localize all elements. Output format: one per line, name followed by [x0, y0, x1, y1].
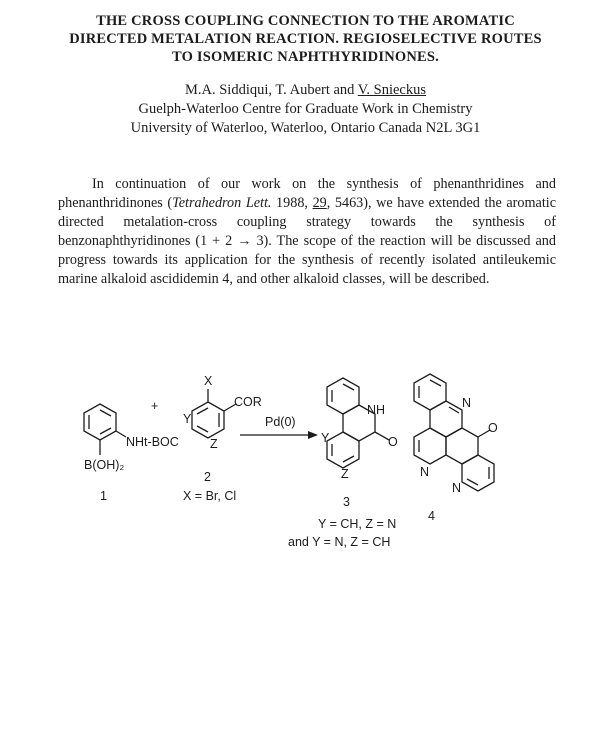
- z-atom-3: Z: [341, 467, 349, 481]
- compound-number-1: 1: [100, 489, 107, 503]
- title-line-3: TO ISOMERIC NAPHTHYRIDINONES.: [172, 49, 439, 65]
- nh-group: NH: [367, 403, 386, 417]
- nitrogen-bottom: N: [452, 481, 462, 495]
- x-substituent: X: [204, 374, 213, 388]
- compound-2-structure: [192, 389, 236, 438]
- title-line-1: THE CROSS COUPLING CONNECTION TO THE AROMATIC: [96, 13, 515, 29]
- boronic-acid-label: B(OH)₂: [84, 458, 125, 472]
- affiliation-line-1: Guelph-Waterloo Centre for Graduate Work in Chemistry: [138, 101, 473, 117]
- compound-number-2: 2: [204, 470, 211, 484]
- z-atom-2: Z: [210, 437, 218, 451]
- catalyst-label: Pd(0): [265, 415, 296, 429]
- affiliation-line-2: University of Waterloo, Waterloo, Ontario Canada N2L 3G1: [130, 120, 481, 136]
- journal-name: Tetrahedron Lett.: [172, 195, 272, 211]
- carbonyl-o-3: O: [388, 435, 398, 449]
- y-atom-3: Y: [321, 431, 330, 445]
- compound-number-3: 3: [343, 495, 350, 509]
- title-line-2: DIRECTED METALATION REACTION. REGIOSELECTIVE ROUTES: [69, 31, 542, 47]
- plus-sign: +: [151, 399, 159, 413]
- substituent-definition-2: and Y = N, Z = CH: [288, 535, 391, 549]
- substituent-definition-1: Y = CH, Z = N: [318, 517, 397, 531]
- author-names: [0, 81, 611, 100]
- carbonyl-o-4: O: [488, 421, 498, 435]
- journal-year: 1988,: [271, 195, 313, 211]
- abstract-paragraph: [58, 175, 556, 289]
- paper-title: [0, 12, 611, 66]
- journal-volume: 29: [312, 195, 327, 211]
- abstract-text-1: In continuation of our work on the synthesis of phenanthridines and phenanthridinones (: [58, 176, 556, 211]
- arrow-head: [308, 431, 318, 439]
- boc-label: NHt-BOC: [126, 435, 179, 449]
- y-atom-2: Y: [183, 412, 192, 426]
- halogen-definition: X = Br, Cl: [183, 489, 237, 503]
- compound-number-4: 4: [428, 509, 435, 523]
- author-block: [0, 81, 611, 138]
- presenting-author: V. Snieckus: [357, 82, 426, 98]
- nitrogen-top: N: [462, 396, 472, 410]
- nitrogen-middle: N: [420, 465, 430, 479]
- authors-first: M.A. Siddiqui, T. Aubert and: [184, 82, 358, 98]
- abstract: [58, 175, 556, 289]
- compound-1-structure: [84, 404, 126, 455]
- abstract-text-2: , 5463), we have extended the aromatic directed metalation-cross coupling strategy towards the synthesis of benzonaphthyridinones (1 + 2 → 3). The scope of the reaction will be discussed and progress towards its application for the synthesis of recently isolated antileukemic marine alkaloid ascididemin 4, and other alkaloid classes, will be described.: [58, 195, 556, 287]
- cor-group: COR: [234, 395, 262, 409]
- reaction-scheme: [0, 360, 611, 560]
- compound-3-structure: [327, 378, 389, 468]
